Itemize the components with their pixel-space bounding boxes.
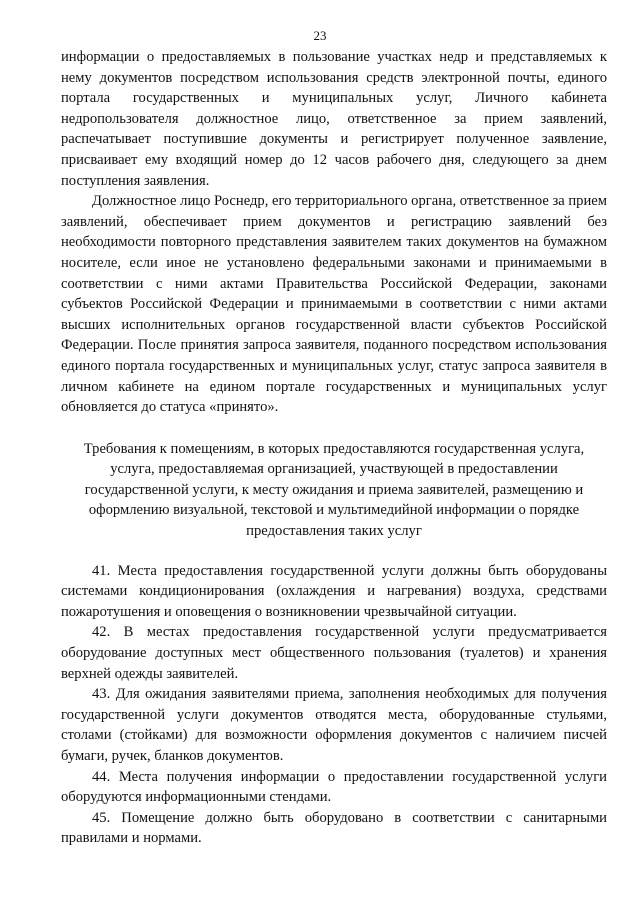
section-heading-line: Требования к помещениям, в которых предоставляются государственная услуга, — [83, 440, 585, 457]
section-heading-line: услуга, предоставляемая организацией, участвующей в предоставлении — [110, 461, 558, 478]
item-45: 45. Помещение должно быть оборудовано в соответствии с санитарными правилами и нормами. — [61, 809, 607, 847]
page-number: 23 — [313, 28, 327, 43]
item-44: 44. Места получения информации о предоставлении государственной услуги оборудуются информационными стендами. — [61, 768, 607, 806]
item-42: 42. В местах предоставления государственной услуги предусматривается оборудование доступных мест общественного пользования (туалетов) и хранения верхней одежды заявителей. — [61, 624, 607, 682]
item-43: 43. Для ожидания заявителями приема, заполнения необходимых для получения государственной услуги документов отводятся места, оборудованные стульями, столами (стойками) для возможности оформления документов с наличием писчей бумаги, ручек, бланков документов. — [61, 686, 607, 764]
section-heading-line: оформлению визуальной, текстовой и мультимедийной информации о порядке — [88, 502, 580, 519]
document-body — [61, 47, 607, 849]
paragraph-continuation: информации о предоставляемых в пользование участках недр и представляемых к нему документов посредством использования средств электронной почты, единого портала государственных и муниципальных услуг, Личного кабинета недропользователя должностное лицо, ответственное за прием заявлений, распечатывает поступившие документы и регистрирует полученное заявление, присваивает ему входящий номер до 12 часов рабочего дня, следующего за днем поступления заявления. — [61, 49, 607, 189]
section-heading-line: государственной услуги, к месту ожидания и приема заявителей, размещению и — [84, 481, 584, 498]
section-heading-line: предоставления таких услуг — [246, 523, 422, 540]
paragraph-official-reception: Должностное лицо Роснедр, его территориального органа, ответственное за прием заявлений, обеспечивает прием документов и регистрацию заявлений без необходимости повторного представления заявителем таких документов на бумажном носителе, если иное не установлено федеральными законами и принимаемыми в соответствии с ними актами Правительства Российской Федерации, законами субъектов Российской Федерации и принимаемыми в соответствии с ними актами высших исполнительных органов государственной власти субъектов Российской Федерации. После принятия запроса заявителя, поданного посредством использования единого портала государственных и муниципальных услуг, статус запроса заявителя в личном кабинете на едином портале государственных и муниципальных услуг обновляется до статуса «принято». — [61, 193, 607, 416]
item-41: 41. Места предоставления государственной услуги должны быть оборудованы системами кондиционирования (охлаждения и нагревания) воздуха, средствами пожаротушения и оповещения о возникновении чрезвычайной ситуации. — [61, 562, 607, 620]
section-heading — [61, 439, 607, 542]
